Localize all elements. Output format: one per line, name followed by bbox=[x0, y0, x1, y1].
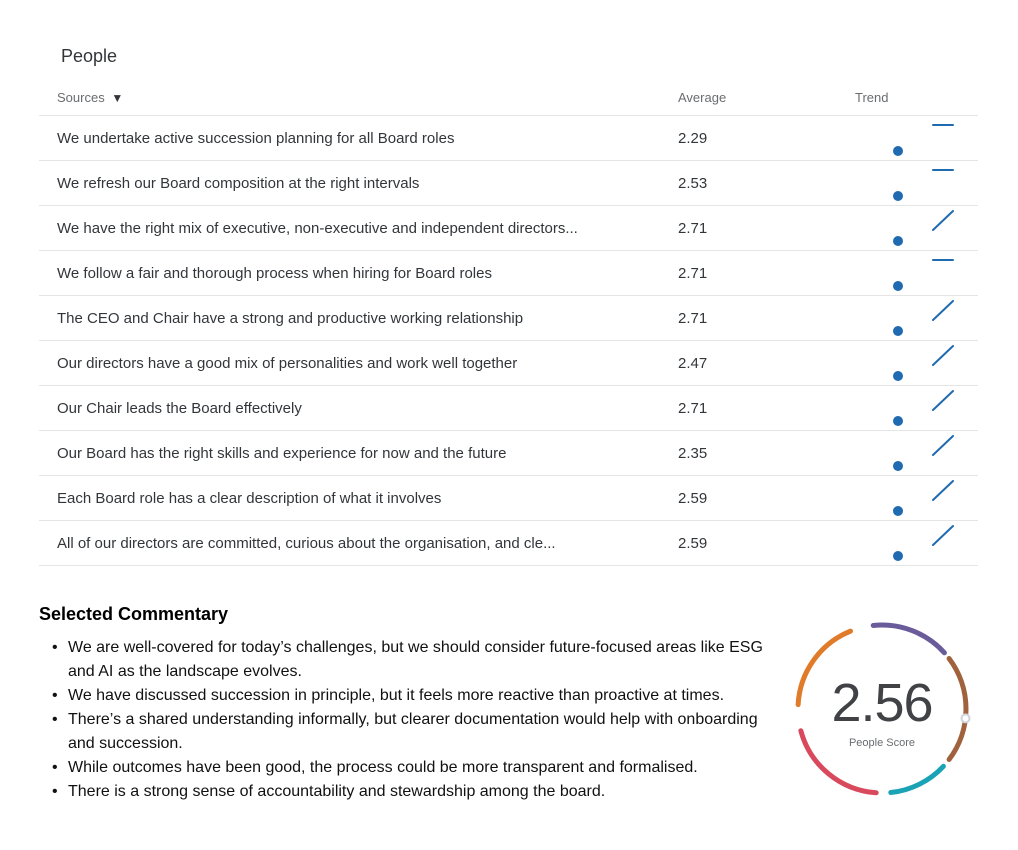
sources-header-label: Sources bbox=[57, 90, 105, 105]
trend-point bbox=[893, 461, 903, 471]
average-value: 2.59 bbox=[678, 490, 708, 507]
trend-point bbox=[893, 236, 903, 246]
commentary-item: • We are well-covered for today’s challenges, but we should consider future-focused areas like ESG and AI as the landscape evolves. bbox=[52, 636, 787, 684]
commentary-list bbox=[52, 636, 787, 804]
trend-flat-icon bbox=[932, 163, 956, 187]
average-value: 2.71 bbox=[678, 265, 708, 282]
trend-flat-icon bbox=[932, 253, 956, 277]
source-text: All of our directors are committed, curious about the organisation, and cle... bbox=[57, 535, 556, 552]
trend-point bbox=[893, 416, 903, 426]
table-row[interactable] bbox=[39, 476, 978, 521]
trend-point bbox=[893, 371, 903, 381]
trend-point bbox=[893, 326, 903, 336]
sort-descending-icon[interactable]: ▼ bbox=[111, 91, 124, 105]
trend-point bbox=[893, 191, 903, 201]
average-value: 2.71 bbox=[678, 310, 708, 327]
average-value: 2.71 bbox=[678, 400, 708, 417]
score-label: People Score bbox=[848, 737, 916, 749]
trend-up-icon bbox=[932, 343, 956, 367]
table-row[interactable] bbox=[39, 341, 978, 386]
commentary-item: • While outcomes have been good, the process could be more transparent and formalised. bbox=[52, 756, 787, 780]
trend-flat-icon bbox=[932, 118, 956, 142]
table-row[interactable] bbox=[39, 206, 978, 251]
source-text: Each Board role has a clear description of what it involves bbox=[57, 490, 442, 507]
trend-up-icon bbox=[932, 298, 956, 322]
trend-up-icon bbox=[932, 478, 956, 502]
source-text: The CEO and Chair have a strong and productive working relationship bbox=[57, 310, 524, 327]
trend-up-icon bbox=[932, 433, 956, 457]
average-value: 2.71 bbox=[678, 220, 708, 237]
source-text: We undertake active succession planning for all Board roles bbox=[57, 130, 455, 147]
average-value: 2.29 bbox=[678, 130, 708, 147]
sources-table bbox=[39, 84, 978, 566]
trend-up-icon bbox=[932, 523, 956, 547]
source-text: We follow a fair and thorough process when hiring for Board roles bbox=[57, 265, 492, 282]
average-value: 2.59 bbox=[678, 535, 708, 552]
average-value: 2.53 bbox=[678, 175, 708, 192]
commentary-title: Selected Commentary bbox=[39, 604, 229, 624]
trend-up-icon bbox=[932, 208, 956, 232]
score-value: 2.56 bbox=[831, 673, 933, 733]
average-value: 2.35 bbox=[678, 445, 708, 462]
trend-up-icon bbox=[932, 388, 956, 412]
gauge-segment-3 bbox=[873, 625, 944, 653]
source-text: Our Board has the right skills and experience for now and the future bbox=[57, 445, 507, 462]
trend-point bbox=[893, 506, 903, 516]
table-row[interactable] bbox=[39, 251, 978, 296]
table-row[interactable] bbox=[39, 386, 978, 431]
average-column-header[interactable]: Average bbox=[678, 90, 727, 105]
section-title: People bbox=[61, 46, 118, 66]
source-text: We refresh our Board composition at the right intervals bbox=[57, 175, 420, 192]
table-row[interactable] bbox=[39, 521, 978, 566]
source-text: Our Chair leads the Board effectively bbox=[57, 400, 302, 417]
trend-point bbox=[893, 146, 903, 156]
gauge-segment-5 bbox=[891, 766, 944, 792]
trend-point bbox=[893, 551, 903, 561]
table-row[interactable] bbox=[39, 296, 978, 341]
source-text: We have the right mix of executive, non-executive and independent directors... bbox=[57, 220, 578, 237]
commentary-item: • We have discussed succession in principle, but it feels more reactive than proactive at times. bbox=[52, 684, 787, 708]
table-row[interactable] bbox=[39, 431, 978, 476]
table-body bbox=[39, 116, 978, 566]
commentary-item: • There is a strong sense of accountability and stewardship among the board. bbox=[52, 780, 787, 804]
sources-column-header[interactable] bbox=[57, 90, 123, 105]
table-header bbox=[39, 84, 978, 116]
source-text: Our directors have a good mix of personalities and work well together bbox=[57, 355, 518, 372]
average-value: 2.47 bbox=[678, 355, 708, 372]
commentary-item: • There’s a shared understanding informally, but clearer documentation would help with onboarding and succession. bbox=[52, 708, 787, 756]
trend-point bbox=[893, 281, 903, 291]
table-row[interactable] bbox=[39, 161, 978, 206]
trend-column-header[interactable]: Trend bbox=[855, 90, 889, 105]
table-row[interactable] bbox=[39, 116, 978, 161]
